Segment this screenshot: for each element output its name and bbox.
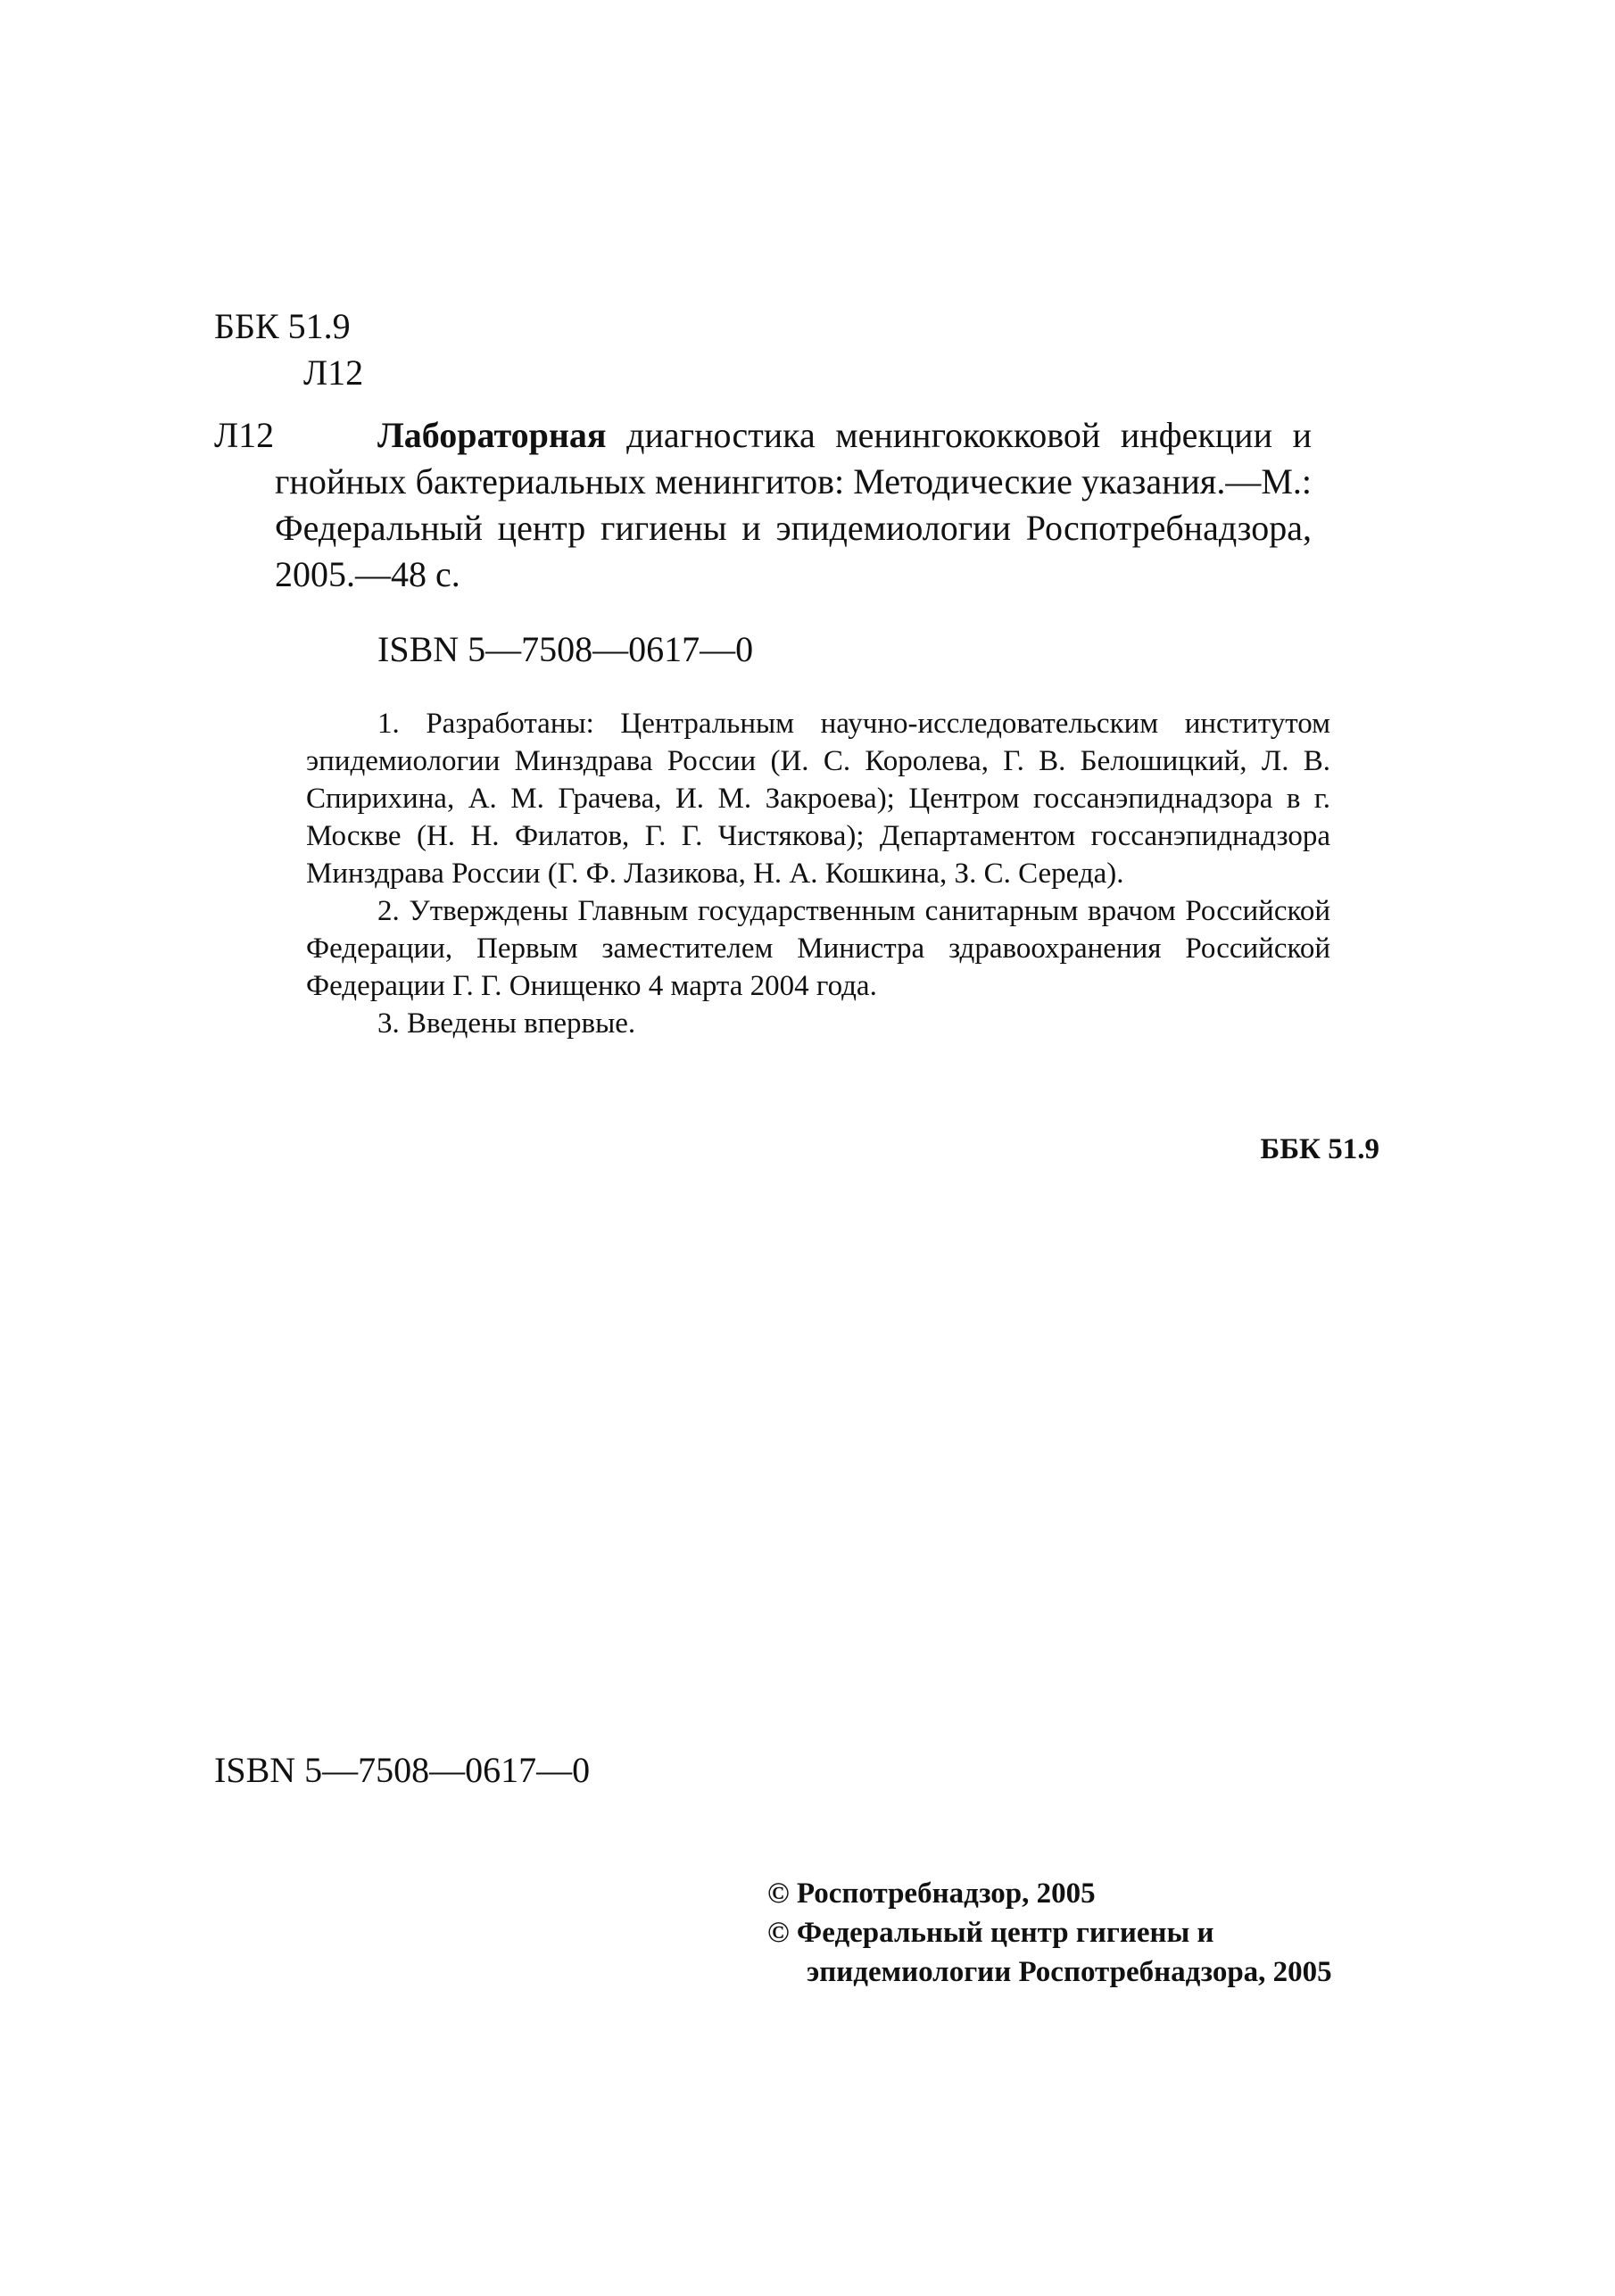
bbk-code-right: ББК 51.9 bbox=[1260, 1133, 1379, 1165]
author-mark: Л12 bbox=[303, 352, 364, 393]
bbk-code: ББК 51.9 bbox=[214, 306, 351, 346]
bbk-classification-block bbox=[214, 303, 363, 396]
note-introduced: 3. Введены впервые. bbox=[377, 1007, 636, 1040]
publication-notes bbox=[306, 705, 1330, 1042]
entry-title-bold: Лабораторная bbox=[377, 415, 607, 455]
copyright-line-1: © Роспотребнадзор, 2005 bbox=[767, 1877, 1096, 1910]
entry-description-text: диагностика менингококковой инфекции и гнойных бактериальных менингитов: Методические указания.—М.: Федеральный центр гигиены и эпидемиологии Роспотребнадзора, 2005.—48 с. bbox=[275, 415, 1312, 594]
isbn-bottom: ISBN 5—7508—0617—0 bbox=[214, 1750, 591, 1790]
note-approved-by: 2. Утверждены Главным государственным санитарным врачом Российской Федерации, Первым заместителем Министра здравоохранения Российской Федерации Г. Г. Онищенко 4 марта 2004 года. bbox=[306, 895, 1330, 1002]
entry-author-mark: Л12 bbox=[214, 415, 275, 455]
copyright-line-3: эпидемиологии Роспотребнадзора, 2005 bbox=[807, 1956, 1332, 1988]
bibliographic-entry bbox=[214, 412, 1312, 598]
note-developed-by: 1. Разработаны: Центральным научно-исследовательским институтом эпидемиологии Минздрава России (И. С. Королева, Г. В. Белошицкий, Л. В. Спирихина, А. М. Грачева, И. М. Закроева); Центром госсанэпиднадзора в г. Москве (Н. Н. Филатов, Г. Г. Чистякова); Департаментом госсанэпиднадзора Минздрава России (Г. Ф. Лазикова, Н. А. Кошкина, З. С. Середа). bbox=[306, 708, 1330, 890]
copyright-block bbox=[767, 1874, 1332, 1992]
copyright-line-2: © Федеральный центр гигиены и bbox=[767, 1917, 1214, 1949]
entry-description bbox=[275, 412, 1312, 598]
entry-isbn: ISBN 5—7508—0617—0 bbox=[377, 629, 754, 669]
